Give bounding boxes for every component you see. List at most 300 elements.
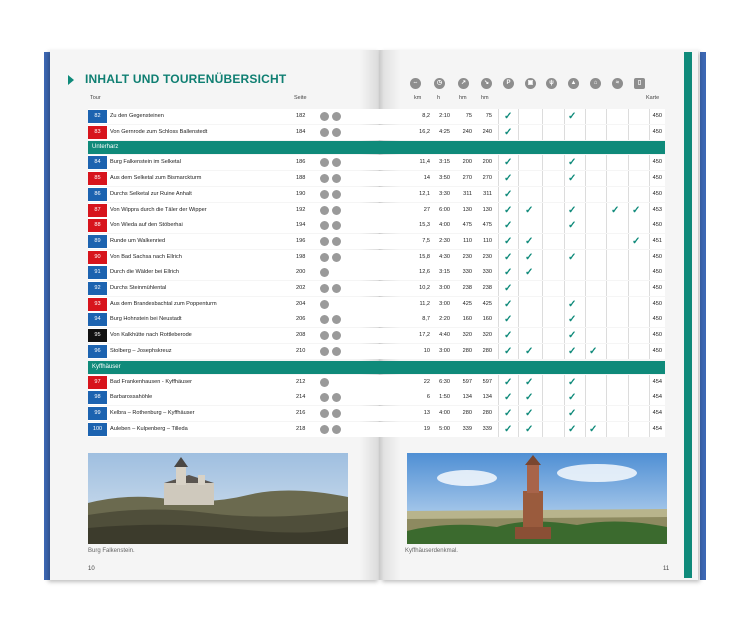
table-row[interactable] bbox=[88, 171, 665, 186]
title-marker-icon bbox=[68, 75, 74, 85]
duration-h: 2:10 bbox=[439, 113, 450, 119]
column-divider bbox=[606, 344, 607, 359]
table-row[interactable] bbox=[88, 125, 665, 140]
table-row[interactable] bbox=[88, 218, 665, 233]
ascent-hm: 200 bbox=[462, 159, 472, 166]
column-divider bbox=[542, 265, 543, 280]
distance-km: 11,2 bbox=[419, 300, 430, 307]
column-divider bbox=[564, 265, 565, 280]
column-divider bbox=[628, 171, 629, 186]
column-divider bbox=[498, 375, 499, 390]
column-divider bbox=[518, 250, 519, 265]
ascent-hm: 130 bbox=[462, 206, 472, 213]
checkmark-icon: ✓ bbox=[504, 220, 513, 232]
column-divider bbox=[628, 312, 629, 327]
tour-name: Durchs Selketal zur Ruine Anhalt bbox=[110, 190, 192, 197]
header-seite: Seite bbox=[294, 95, 307, 101]
column-divider bbox=[542, 250, 543, 265]
table-row[interactable] bbox=[88, 109, 665, 124]
ascent-hm: 425 bbox=[462, 300, 472, 307]
row-background bbox=[88, 234, 665, 249]
table-row[interactable] bbox=[88, 328, 665, 343]
header-km: km bbox=[414, 95, 422, 101]
ascent-hm: 110 bbox=[463, 237, 472, 244]
checkmark-icon: ✓ bbox=[504, 157, 513, 169]
header-hm-ascent: hm bbox=[459, 95, 467, 101]
tour-number-badge: 83 bbox=[88, 126, 107, 139]
column-divider bbox=[606, 328, 607, 343]
page-ref: 214 bbox=[296, 394, 306, 401]
tour-name: Durch die Wälder bei Ellrich bbox=[110, 269, 180, 276]
column-divider bbox=[606, 422, 607, 437]
checkmark-icon: ✓ bbox=[589, 423, 598, 435]
route-type-icon bbox=[320, 190, 329, 199]
column-divider bbox=[606, 171, 607, 186]
column-divider bbox=[564, 390, 565, 405]
tour-name: Barbarossahöhle bbox=[110, 394, 153, 401]
duration-h: 6:30 bbox=[439, 378, 450, 385]
distance-km: 13 bbox=[423, 409, 430, 416]
route-type-icon bbox=[332, 237, 341, 246]
column-divider bbox=[564, 328, 565, 343]
tour-number-badge: 100 bbox=[88, 423, 107, 436]
column-divider bbox=[585, 234, 586, 249]
family-icon: ⌂ bbox=[590, 78, 601, 89]
table-row[interactable] bbox=[88, 203, 665, 218]
checkmark-icon: ✓ bbox=[504, 173, 513, 185]
checkmark-icon: ✓ bbox=[568, 173, 577, 185]
column-divider bbox=[628, 297, 629, 312]
tour-number-badge: 96 bbox=[88, 345, 107, 358]
table-row[interactable] bbox=[88, 234, 665, 249]
column-divider bbox=[585, 344, 586, 359]
ascent-hm: 270 bbox=[462, 175, 472, 182]
column-divider bbox=[498, 234, 499, 249]
column-divider bbox=[542, 422, 543, 437]
checkmark-icon: ✓ bbox=[504, 267, 513, 279]
page-number-right: 11 bbox=[663, 566, 670, 572]
column-divider bbox=[585, 265, 586, 280]
checkmark-icon: ✓ bbox=[525, 267, 534, 279]
tour-number-badge: 95 bbox=[88, 329, 107, 342]
column-divider bbox=[585, 328, 586, 343]
tour-name: Von Wippra durch die Täler der Wipper bbox=[110, 206, 207, 213]
column-divider bbox=[628, 281, 629, 296]
time-icon: ◷ bbox=[434, 78, 445, 89]
table-row[interactable] bbox=[88, 250, 665, 265]
map-ref: 454 bbox=[652, 378, 662, 385]
column-divider bbox=[564, 375, 565, 390]
table-row[interactable] bbox=[88, 344, 665, 359]
tour-name: Kelbra – Rothenburg – Kyffhäuser bbox=[110, 409, 195, 416]
column-divider bbox=[628, 344, 629, 359]
column-divider bbox=[498, 422, 499, 437]
checkmark-icon: ✓ bbox=[568, 204, 577, 216]
column-divider bbox=[606, 250, 607, 265]
checkmark-icon: ✓ bbox=[504, 314, 513, 326]
distance-km: 10 bbox=[423, 347, 430, 354]
distance-icon: ⇔ bbox=[410, 78, 421, 89]
checkmark-icon: ✓ bbox=[504, 204, 513, 216]
table-row[interactable] bbox=[88, 390, 665, 405]
page-ref: 204 bbox=[296, 300, 306, 307]
section-header: Kyffhäuser bbox=[88, 361, 665, 374]
ascent-hm: 75 bbox=[465, 113, 472, 119]
descent-hm: 320 bbox=[482, 332, 492, 339]
checkmark-icon: ✓ bbox=[568, 376, 577, 388]
descent-hm: 280 bbox=[482, 347, 492, 354]
checkmark-icon: ✓ bbox=[504, 251, 513, 263]
checkmark-icon: ✓ bbox=[568, 251, 577, 263]
column-divider bbox=[498, 187, 499, 202]
duration-h: 4:00 bbox=[439, 409, 450, 416]
page-ref: 212 bbox=[296, 378, 306, 385]
column-divider bbox=[542, 281, 543, 296]
checkmark-icon: ✓ bbox=[504, 376, 513, 388]
page-ref: 196 bbox=[296, 237, 306, 244]
checkmark-icon: ✓ bbox=[568, 298, 577, 310]
tour-number-badge: 86 bbox=[88, 188, 107, 201]
distance-km: 7,5 bbox=[422, 237, 430, 244]
descent-hm: 160 bbox=[482, 316, 492, 323]
page-number-left: 10 bbox=[88, 566, 95, 572]
tour-name: Aus dem Brandesbachtal zum Poppenturm bbox=[110, 300, 217, 307]
descent-hm: 110 bbox=[483, 237, 492, 244]
duration-h: 1:50 bbox=[439, 394, 450, 401]
checkmark-icon: ✓ bbox=[568, 111, 577, 122]
table-row[interactable] bbox=[88, 281, 665, 296]
map-ref: 450 bbox=[652, 128, 662, 135]
column-divider bbox=[606, 234, 607, 249]
column-divider bbox=[518, 171, 519, 186]
column-divider bbox=[498, 155, 499, 170]
checkmark-icon: ✓ bbox=[504, 111, 513, 122]
column-divider bbox=[498, 406, 499, 421]
duration-h: 3:30 bbox=[439, 190, 450, 197]
page-ref: 202 bbox=[296, 285, 306, 291]
column-divider bbox=[498, 328, 499, 343]
map-ref: 450 bbox=[652, 253, 662, 260]
column-divider bbox=[518, 390, 519, 405]
column-divider bbox=[585, 218, 586, 233]
column-divider bbox=[498, 312, 499, 327]
checkmark-icon: ✓ bbox=[525, 204, 534, 216]
distance-km: 8,2 bbox=[422, 113, 430, 119]
column-divider bbox=[628, 422, 629, 437]
caption-left: Burg Falkenstein. bbox=[88, 548, 135, 554]
checkmark-icon: ✓ bbox=[611, 204, 620, 216]
distance-km: 8,7 bbox=[422, 316, 430, 323]
column-divider bbox=[564, 125, 565, 140]
column-divider bbox=[564, 406, 565, 421]
duration-h: 3:15 bbox=[439, 159, 450, 166]
distance-km: 17,2 bbox=[419, 332, 430, 339]
descent-hm: 130 bbox=[482, 206, 492, 213]
column-divider bbox=[542, 218, 543, 233]
row-background bbox=[88, 390, 665, 405]
ascent-hm: 280 bbox=[462, 347, 472, 354]
page-ref: 192 bbox=[296, 206, 306, 213]
map-ref: 450 bbox=[652, 269, 662, 276]
checkmark-icon: ✓ bbox=[525, 251, 534, 263]
column-divider bbox=[564, 344, 565, 359]
duration-h: 3:00 bbox=[439, 285, 450, 291]
route-type-icon bbox=[332, 253, 341, 262]
checkmark-icon: ✓ bbox=[525, 423, 534, 435]
ascent-hm: 320 bbox=[462, 332, 472, 339]
tour-name: Bad Frankenhausen - Kyffhäuser bbox=[110, 378, 192, 385]
column-divider bbox=[564, 422, 565, 437]
map-ref: 451 bbox=[652, 237, 662, 244]
column-divider bbox=[564, 297, 565, 312]
column-divider bbox=[585, 155, 586, 170]
column-divider bbox=[606, 375, 607, 390]
page-ref: 198 bbox=[296, 253, 306, 260]
ascent-hm: 339 bbox=[462, 425, 472, 432]
tour-name: Von Bad Sachsa nach Ellrich bbox=[110, 253, 182, 260]
column-divider bbox=[518, 312, 519, 327]
column-divider bbox=[606, 265, 607, 280]
route-type-icon bbox=[320, 425, 329, 434]
column-divider bbox=[564, 281, 565, 296]
duration-h: 2:30 bbox=[439, 237, 450, 244]
checkmark-icon: ✓ bbox=[568, 423, 577, 435]
tour-name: Durchs Steinmühlental bbox=[110, 285, 167, 291]
column-divider bbox=[498, 125, 499, 140]
checkmark-icon: ✓ bbox=[568, 407, 577, 419]
descent-hm: 230 bbox=[482, 253, 492, 260]
tour-name: Auleben – Kulpenberg – Tilleda bbox=[110, 425, 188, 432]
page-title: INHALT UND TOURENÜBERSICHT bbox=[85, 72, 287, 86]
route-type-icon bbox=[320, 237, 329, 246]
descent-hm: 311 bbox=[483, 190, 492, 197]
table-row[interactable] bbox=[88, 187, 665, 202]
column-divider bbox=[564, 171, 565, 186]
checkmark-icon: ✓ bbox=[568, 314, 577, 326]
tour-number-badge: 88 bbox=[88, 219, 107, 232]
tour-number-badge: 89 bbox=[88, 235, 107, 248]
restaurant-icon: ψ bbox=[546, 78, 557, 89]
map-ref: 453 bbox=[652, 206, 662, 213]
table-row[interactable] bbox=[88, 297, 665, 312]
column-divider bbox=[585, 125, 586, 140]
descent-hm: 270 bbox=[482, 175, 492, 182]
column-divider bbox=[498, 281, 499, 296]
tour-name: Runde um Walkenried bbox=[110, 237, 166, 244]
descent-hm: 425 bbox=[482, 300, 492, 307]
checkmark-icon: ✓ bbox=[504, 423, 513, 435]
checkmark-icon: ✓ bbox=[589, 345, 598, 357]
column-divider bbox=[585, 297, 586, 312]
column-divider bbox=[628, 234, 629, 249]
header-karte: Karte bbox=[646, 95, 660, 101]
route-type-icon bbox=[320, 284, 329, 293]
route-type-icon bbox=[320, 347, 329, 356]
column-divider bbox=[564, 203, 565, 218]
column-divider bbox=[518, 328, 519, 343]
page-ref: 206 bbox=[296, 316, 306, 323]
checkmark-icon: ✓ bbox=[525, 345, 534, 357]
tour-name: Von Gernrode zum Schloss Ballenstedt bbox=[110, 128, 208, 135]
ascent-hm: 240 bbox=[462, 128, 472, 135]
column-divider bbox=[542, 155, 543, 170]
ascent-hm: 280 bbox=[462, 409, 472, 416]
column-divider bbox=[518, 125, 519, 140]
column-divider bbox=[564, 234, 565, 249]
checkmark-icon: ✓ bbox=[504, 392, 513, 404]
distance-km: 22 bbox=[423, 378, 430, 385]
tour-name: Stolberg – Josephskreuz bbox=[110, 347, 172, 354]
route-type-icon bbox=[320, 378, 329, 387]
checkmark-icon: ✓ bbox=[504, 407, 513, 419]
page-ref: 216 bbox=[296, 409, 306, 416]
ascent-hm: 230 bbox=[462, 253, 472, 260]
column-divider bbox=[628, 390, 629, 405]
map-icon: ▯ bbox=[634, 78, 645, 89]
column-divider bbox=[606, 312, 607, 327]
column-divider bbox=[542, 171, 543, 186]
column-divider bbox=[585, 312, 586, 327]
column-divider bbox=[498, 390, 499, 405]
column-divider bbox=[498, 297, 499, 312]
page-ref: 188 bbox=[296, 175, 306, 182]
bus-icon: ▣ bbox=[525, 78, 536, 89]
column-divider bbox=[564, 250, 565, 265]
ascent-hm: 311 bbox=[463, 190, 472, 197]
tour-name: Von Kalkhütte nach Rottleberode bbox=[110, 332, 192, 339]
descent-hm: 339 bbox=[482, 425, 492, 432]
column-divider bbox=[518, 265, 519, 280]
duration-h: 5:00 bbox=[439, 425, 450, 432]
tour-name: Zu den Gegensteinen bbox=[110, 113, 164, 119]
tour-number-badge: 98 bbox=[88, 391, 107, 404]
column-divider bbox=[542, 297, 543, 312]
duration-h: 3:00 bbox=[439, 347, 450, 354]
checkmark-icon: ✓ bbox=[568, 330, 577, 342]
table-row[interactable] bbox=[88, 312, 665, 327]
photo-kyffhaeuserdenkmal bbox=[407, 453, 667, 544]
checkmark-icon: ✓ bbox=[504, 345, 513, 357]
column-divider bbox=[606, 281, 607, 296]
distance-km: 15,3 bbox=[419, 222, 430, 229]
duration-h: 3:00 bbox=[439, 300, 450, 307]
column-divider bbox=[585, 375, 586, 390]
ascent-hm: 475 bbox=[462, 222, 472, 229]
checkmark-icon: ✓ bbox=[504, 283, 513, 294]
checkmark-icon: ✓ bbox=[568, 392, 577, 404]
distance-km: 10,2 bbox=[419, 285, 430, 291]
table-row[interactable] bbox=[88, 422, 665, 437]
page-ref: 208 bbox=[296, 332, 306, 339]
map-ref: 450 bbox=[652, 285, 662, 291]
duration-h: 4:00 bbox=[439, 222, 450, 229]
table-row[interactable] bbox=[88, 155, 665, 170]
distance-km: 27 bbox=[423, 206, 430, 213]
tour-number-badge: 85 bbox=[88, 172, 107, 185]
section-header: Unterharz bbox=[88, 141, 665, 154]
route-type-icon bbox=[332, 128, 341, 137]
column-divider bbox=[606, 187, 607, 202]
column-divider bbox=[518, 281, 519, 296]
summit-icon: ▲ bbox=[568, 78, 579, 89]
map-ref: 450 bbox=[652, 347, 662, 354]
book-edge-right bbox=[700, 52, 706, 580]
route-type-icon bbox=[320, 206, 329, 215]
tour-number-badge: 91 bbox=[88, 266, 107, 279]
descent-hm: 75 bbox=[485, 113, 492, 119]
column-divider bbox=[498, 344, 499, 359]
checkmark-icon: ✓ bbox=[504, 330, 513, 342]
route-type-icon bbox=[332, 206, 341, 215]
table-row[interactable] bbox=[88, 375, 665, 390]
table-row[interactable] bbox=[88, 265, 665, 280]
column-divider bbox=[606, 297, 607, 312]
column-divider bbox=[518, 422, 519, 437]
tour-name: Burg Falkenstein im Selketal bbox=[110, 159, 181, 166]
descent-icon: ↘ bbox=[481, 78, 492, 89]
checkmark-icon: ✓ bbox=[525, 407, 534, 419]
row-background bbox=[88, 281, 665, 296]
checkmark-icon: ✓ bbox=[525, 376, 534, 388]
duration-h: 4:30 bbox=[439, 253, 450, 260]
map-ref: 450 bbox=[652, 175, 662, 182]
tour-name: Von Wieda auf den Stöberhai bbox=[110, 222, 183, 229]
header-h: h bbox=[437, 95, 441, 101]
route-type-icon bbox=[332, 284, 341, 293]
column-divider bbox=[628, 250, 629, 265]
tour-number-badge: 93 bbox=[88, 298, 107, 311]
row-background bbox=[88, 344, 665, 359]
page-ref: 182 bbox=[296, 113, 306, 119]
map-ref: 450 bbox=[652, 316, 662, 323]
descent-hm: 597 bbox=[482, 378, 492, 385]
column-divider bbox=[498, 218, 499, 233]
descent-hm: 134 bbox=[482, 394, 492, 401]
column-divider bbox=[518, 187, 519, 202]
column-divider bbox=[628, 328, 629, 343]
route-type-icon bbox=[332, 112, 341, 121]
column-divider bbox=[542, 328, 543, 343]
header-hm-descent: hm bbox=[481, 95, 489, 101]
route-type-icon bbox=[320, 300, 329, 309]
column-divider bbox=[606, 155, 607, 170]
page-ref: 190 bbox=[296, 190, 306, 197]
table-row[interactable] bbox=[88, 406, 665, 421]
distance-km: 15,8 bbox=[419, 253, 430, 260]
tour-name: Aus dem Selketal zum Bismarckturm bbox=[110, 175, 202, 182]
descent-hm: 200 bbox=[482, 159, 492, 166]
column-divider bbox=[628, 375, 629, 390]
route-type-icon bbox=[332, 347, 341, 356]
duration-h: 3:50 bbox=[439, 175, 450, 182]
column-divider bbox=[585, 203, 586, 218]
column-divider bbox=[518, 218, 519, 233]
column-divider bbox=[518, 203, 519, 218]
column-divider bbox=[606, 218, 607, 233]
column-divider bbox=[518, 109, 519, 124]
column-divider bbox=[498, 265, 499, 280]
column-divider bbox=[542, 234, 543, 249]
tour-number-badge: 99 bbox=[88, 407, 107, 420]
ascent-hm: 597 bbox=[462, 378, 472, 385]
column-divider bbox=[628, 406, 629, 421]
header-tour: Tour bbox=[90, 95, 101, 101]
distance-km: 12,6 bbox=[419, 269, 430, 276]
duration-h: 2:20 bbox=[439, 316, 450, 323]
distance-km: 12,1 bbox=[419, 190, 430, 197]
checkmark-icon: ✓ bbox=[504, 188, 513, 200]
map-ref: 454 bbox=[652, 409, 662, 416]
